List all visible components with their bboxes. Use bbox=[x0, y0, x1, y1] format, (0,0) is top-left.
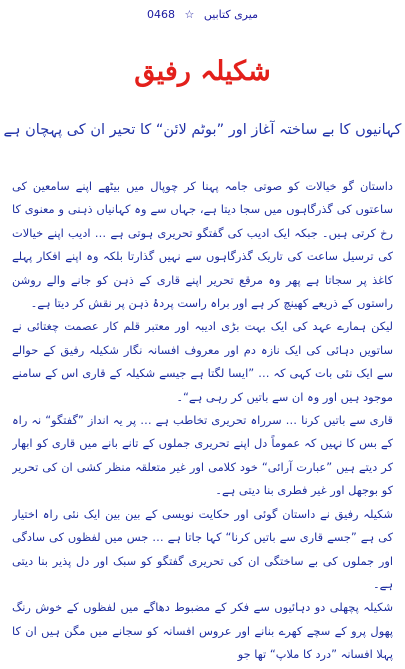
page-header bbox=[0, 8, 405, 26]
star-icon: ☆ bbox=[184, 8, 195, 21]
page-subtitle: کہانیوں کا بے ساختہ آغاز اور ”بوٹم لائن“ کا تحیر ان کی پہچان ہے bbox=[3, 122, 402, 138]
page-title: شکیلہ رفیق bbox=[134, 56, 271, 87]
paragraph: لیکن ہمارے عہد کی ایک بہت بڑی ادیبہ اور معتبر قلم کار عصمت چغتائی نے ساتویں دہائی کی ایک نازہ دم اور معروف افسانہ نگار شکیلہ رفیق کے حوالے سے ایک نئی بات کہی کہ … ”ایسا لگتا ہے جیسے شکیلہ کے قاری اس کے سامنے موجود ہیں اور وہ ان سے باتیں کر رہی ہے“۔ bbox=[12, 319, 393, 404]
book-label: میری کتابیں bbox=[203, 8, 258, 21]
paragraph: شکیلہ رفیق نے داستان گوئی اور حکایت نویسی کے بین بین ایک نئی راہ اختیار کی ہے ”جسے قاری سے باتیں کرنا“ کہا جاتا ہے … جس میں لفظوں کی سادگی اور جملوں کی بے ساختگی ان کی تحریری گفتگو کو سبک اور دل پذیر بنا دیتی ہے۔ bbox=[12, 506, 393, 591]
article-body bbox=[12, 175, 393, 665]
page-number: 0468 bbox=[147, 8, 176, 21]
paragraph: شکیلہ پچھلی دو دہائیوں سے فکر کے مضبوط دھاگے میں لفظوں کے خوش رنگ پھول پرو کے سچے کھرے بنانے اور عروس افسانہ کو سجانے میں مگن ہیں ان کا پہلا افسانہ ”درد کا ملاپ“ تھا جو bbox=[12, 600, 393, 662]
paragraph: داستان گو خیالات کو صوتی جامہ پہنا کر چوپال میں بیٹھے اپنے سامعین کی ساعتوں کی گذرگاہوں میں سجا دیتا ہے، جہاں سے وہ کہانیاں ذہنی و معنوی کا رخ کرتی ہیں۔ جبکہ ایک ادیب کی گفتگو تحریری ہوتی ہے … ادیب اپنے خیالات کی ترسیل ساعت کی تاریک گذرگاہوں سے نہیں گذارتا بلکہ وہ اپنے افکار پہلے کاغذ پر سجاتا ہے پھر وہ مرقع تحریر اپنے قاری کے ذہن کو جانے والے روشن راستوں کے ذریعے کھینچ کر ہے اور براہ راست پردۂ ذہن پر نقش کر دیتا ہے۔ bbox=[12, 179, 393, 311]
paragraph: قاری سے باتیں کرنا … سرراہ تحریری تخاطب ہے … پر یہ انداز ”گفتگو“ نہ راہ کے بس کا نہیں کہ عموماً دل اپنے تحریری جملوں کے تانے بانے میں قاری کو ابھار کر دیتے ہیں ”عبارت آرائی“ خود کلامی اور غیر متعلقہ منظر کشی ان کی تحریر کو بوجھل اور غیر فطری بنا دیتی ہے۔ bbox=[12, 413, 393, 498]
